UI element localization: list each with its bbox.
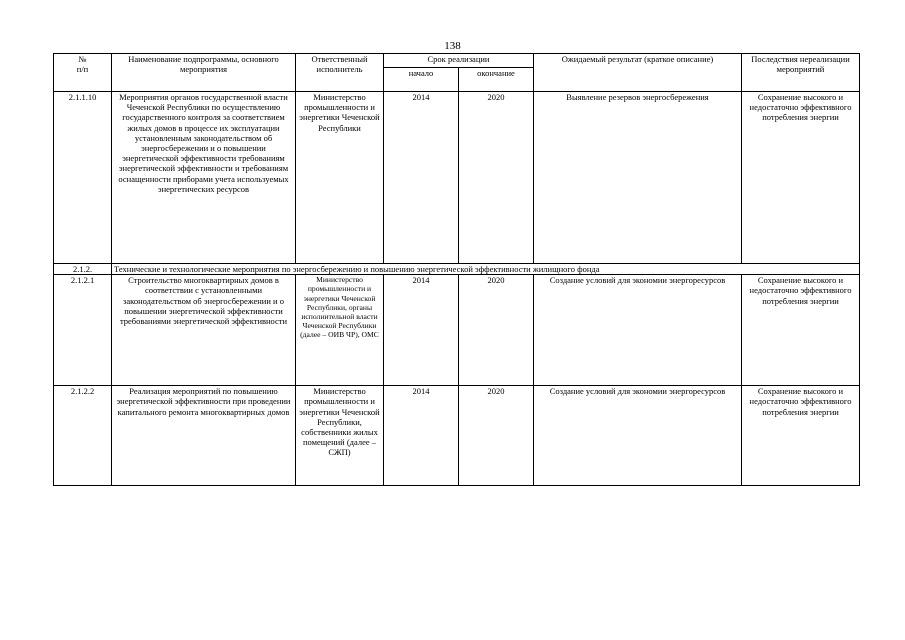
row-executor: Министерство промышленности и энергетики Чеченской Республики, органы исполнительной власти Чеченской Республики (далее – ОИВ ЧР), ОМС: [296, 275, 384, 386]
row-result: Создание условий для экономии энергоресурсов: [534, 275, 742, 386]
header-term-start-text: начало: [408, 68, 434, 78]
page-number: 138: [444, 40, 461, 52]
row-end: 2020: [459, 275, 534, 386]
header-term: [384, 54, 534, 68]
row-result: Создание условий для экономии энергоресурсов: [534, 386, 742, 486]
header-term-end: [459, 68, 534, 92]
table-row: [54, 92, 860, 264]
row-start: 2014: [384, 386, 459, 486]
row-num: 2.1.2.1: [54, 275, 112, 386]
section-num: 2.1.2.: [54, 264, 112, 275]
program-table: [53, 53, 860, 486]
row-num: 2.1.1.10: [54, 92, 112, 264]
header-name-text: Наименование подпрограммы, основного мероприятия: [128, 54, 279, 75]
section-title: Технические и технологические мероприятия по энергосбережению и повышению энергетической эффективности жилищного фонда: [112, 264, 860, 275]
row-start: 2014: [384, 275, 459, 386]
row-name: Мероприятия органов государственной власти Чеченской Республики по осуществлению государственного контроля за соответствием жилых домов в процессе их эксплуатации установленным законодательством об энергосбережении и о повышении энергетической эффективности требованиям энергетической эффективности и требованиям оснащенности приборами учета используемых энергетических ресурсов: [112, 92, 296, 264]
header-executor: [296, 54, 384, 92]
row-result: Выявление резервов энергосбережения: [534, 92, 742, 264]
row-executor: Министерство промышленности и энергетики Чеченской Республики, собственники жилых помещений (далее – СЖП): [296, 386, 384, 486]
table-row: [54, 275, 860, 386]
header-num: [54, 54, 112, 92]
header-num-text: № п/п: [76, 54, 89, 75]
header-result: [534, 54, 742, 92]
row-num: 2.1.2.2: [54, 386, 112, 486]
row-end: 2020: [459, 92, 534, 264]
row-end: 2020: [459, 386, 534, 486]
header-consequences: [742, 54, 860, 92]
header-term-end-text: окончание: [477, 68, 515, 78]
header-term-text: Срок реализации: [427, 54, 490, 64]
header-result-text: Ожидаемый результат (краткое описание): [561, 54, 714, 64]
row-name: Реализация мероприятий по повышению энергетической эффективности при проведении капитального ремонта многоквартирных домов: [112, 386, 296, 486]
row-start: 2014: [384, 92, 459, 264]
header-name: [112, 54, 296, 92]
section-row: [54, 264, 860, 275]
table-row: [54, 386, 860, 486]
row-consequences: Сохранение высокого и недостаточно эффективного потребления энергии: [742, 275, 860, 386]
row-consequences: Сохранение высокого и недостаточно эффективного потребления энергии: [742, 92, 860, 264]
header-term-start: [384, 68, 459, 92]
header-consequences-text: Последствия нереализации мероприятий: [751, 54, 850, 75]
header-executor-text: Ответственный исполнитель: [311, 54, 368, 75]
row-executor: Министерство промышленности и энергетики Чеченской Республики: [296, 92, 384, 264]
row-consequences: Сохранение высокого и недостаточно эффективного потребления энергии: [742, 386, 860, 486]
row-name: Строительство многоквартирных домов в соответствии с установленными законодательством об энергосбережении и о повышении энергетической эффективности требованиями энергетической эффективности: [112, 275, 296, 386]
